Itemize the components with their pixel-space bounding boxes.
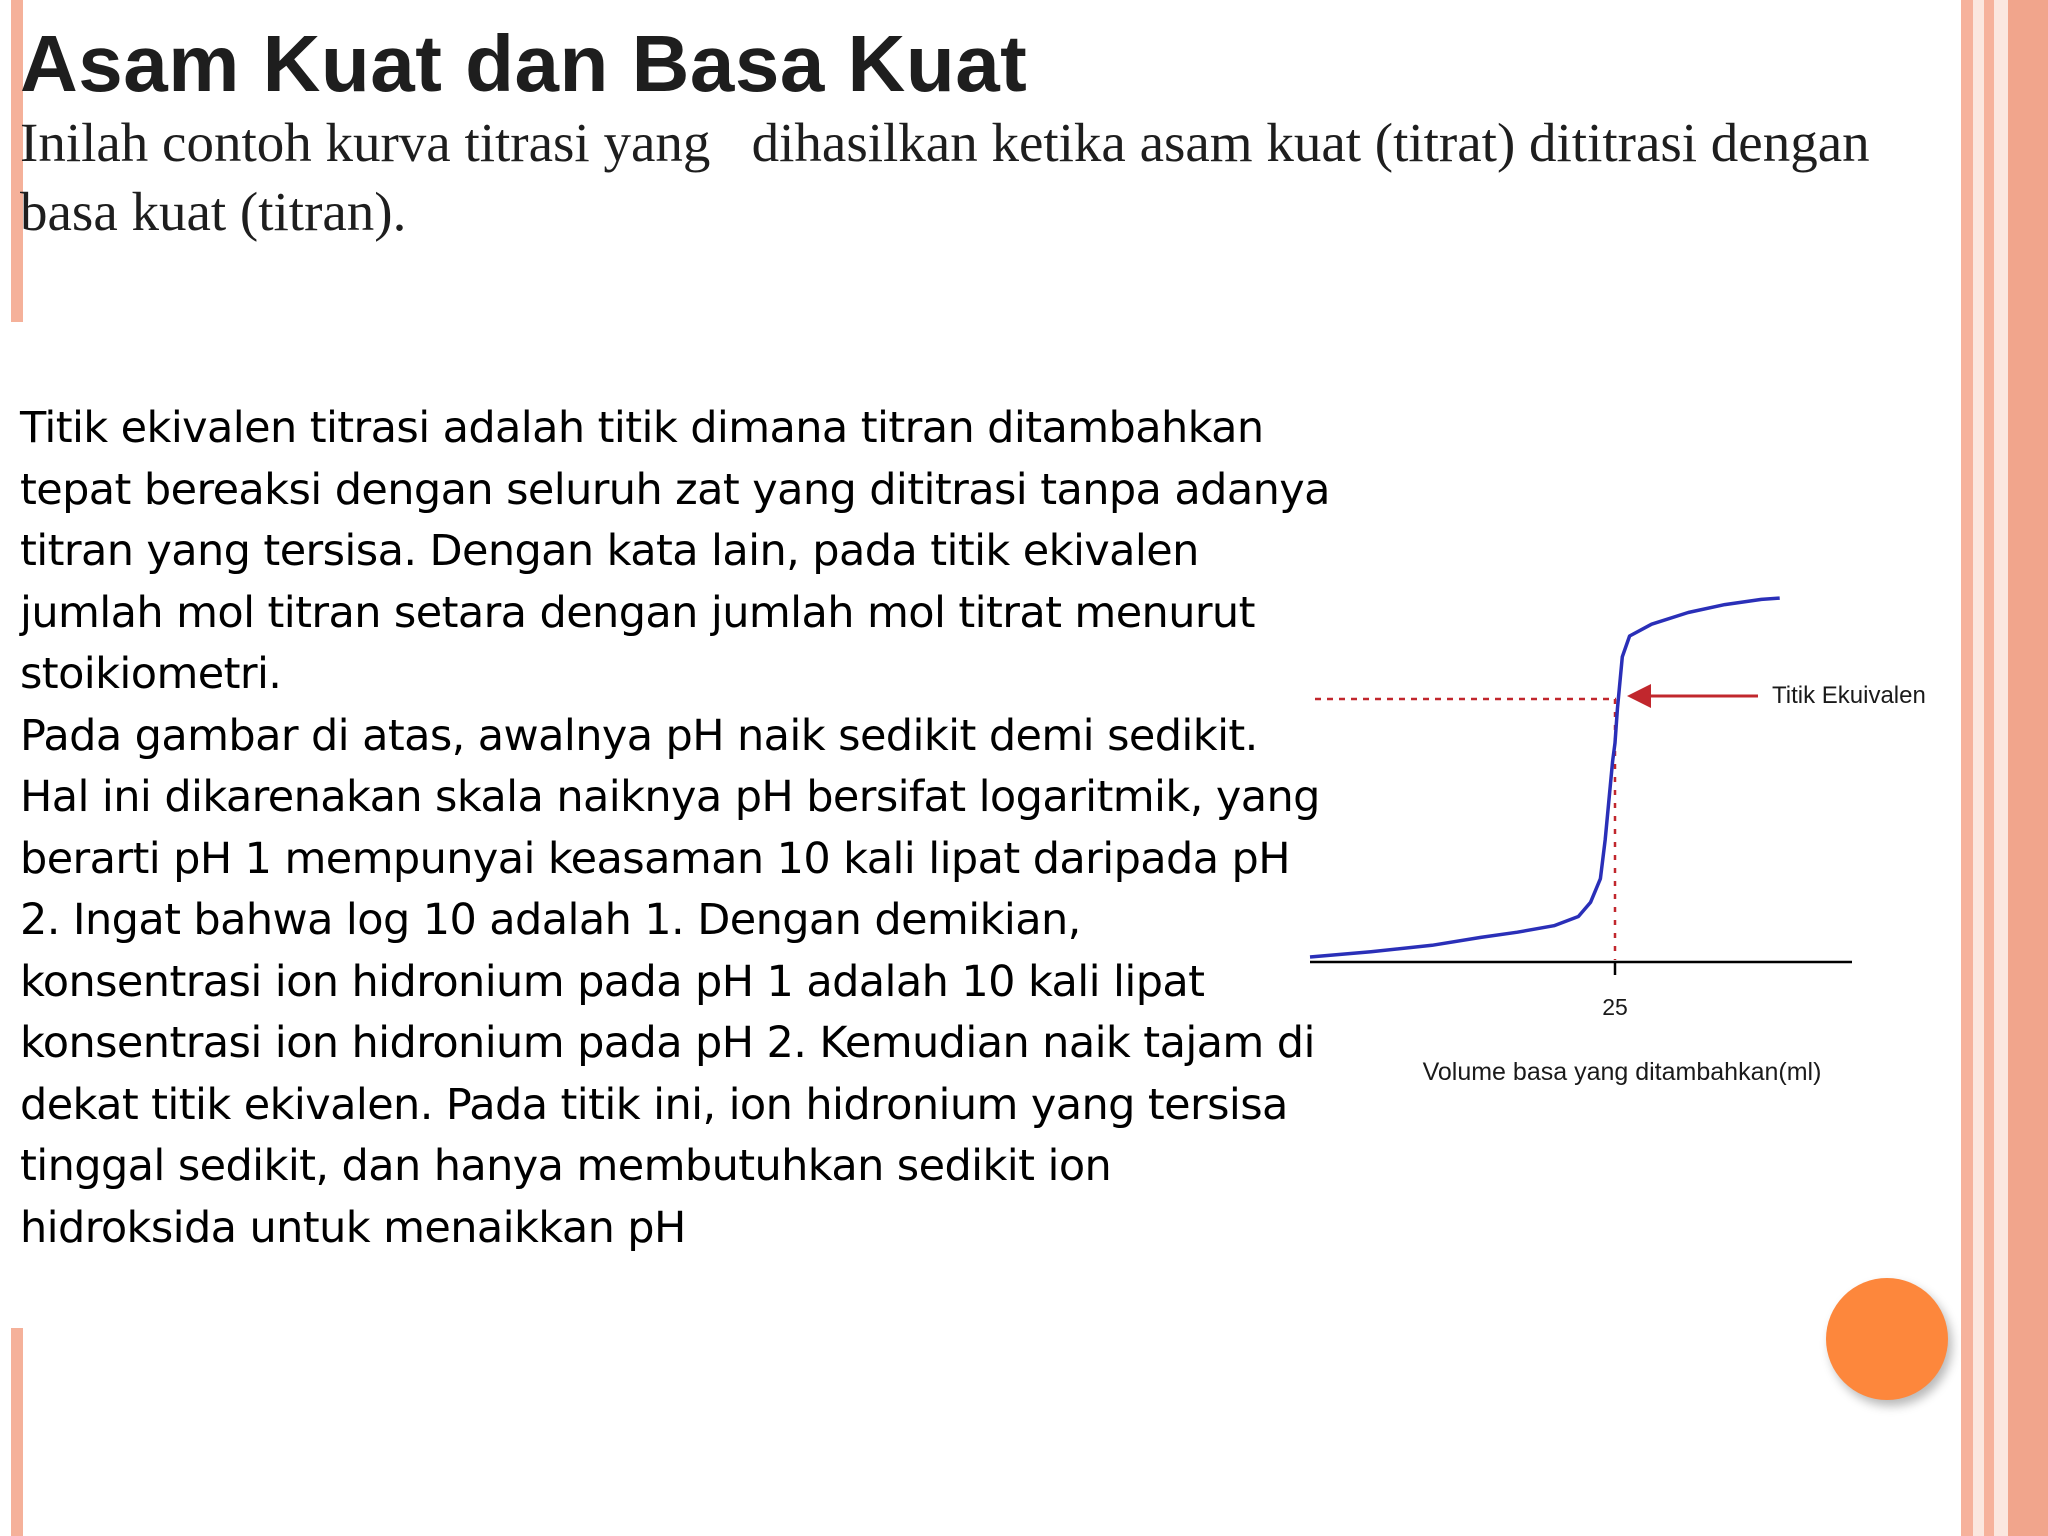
body-text: [20, 398, 1330, 1259]
slide-subtitle: Inilah contoh kurva titrasi yang dihasilkan ketika asam kuat (titrat) dititrasi dengan basa kuat (titran).: [20, 112, 1884, 242]
left-accent-bar-bottom: [11, 1328, 23, 1536]
right-decorative-stripes: [1956, 0, 2048, 1536]
titration-chart: [1300, 420, 1960, 1100]
paragraph-definition: Titik ekivalen titrasi adalah titik dimana titran ditambahkan tepat bereaksi dengan seluruh zat yang dititrasi tanpa adanya titran yang tersisa. Dengan kata lain, pada titik ekivalen jumlah mol titran setara dengan jumlah mol titrat menurut stoikiometri.: [20, 403, 1330, 699]
x-axis-label: Volume basa yang ditambahkan(ml): [1422, 1058, 1822, 1086]
titration-curve: [1310, 598, 1780, 957]
paragraph-explanation: Pada gambar di atas, awalnya pH naik sedikit demi sedikit. Hal ini dikarenakan skala naiknya pH bersifat logaritmik, yang berarti pH 1 mempunyai keasaman 10 kali lipat daripada pH 2. Ingat bahwa log 10 adalah 1. Dengan demikian, konsentrasi ion hidronium pada pH 1 adalah 10 kali lipat konsentrasi ion hidronium pada pH 2. Kemudian naik tajam di dekat titik ekivalen. Pada titik ini, ion hidronium yang tersisa tinggal sedikit, dan hanya membutuhkan sedikit ion hidroksida untuk menaikkan pH: [20, 710, 1320, 1253]
slide-title: Asam Kuat dan Basa Kuat: [20, 19, 1028, 108]
orange-circle-button[interactable]: [1826, 1278, 1948, 1400]
equivalence-label: Titik Ekuivalen: [1772, 682, 1926, 709]
x-tick-label: 25: [1602, 994, 1628, 1020]
